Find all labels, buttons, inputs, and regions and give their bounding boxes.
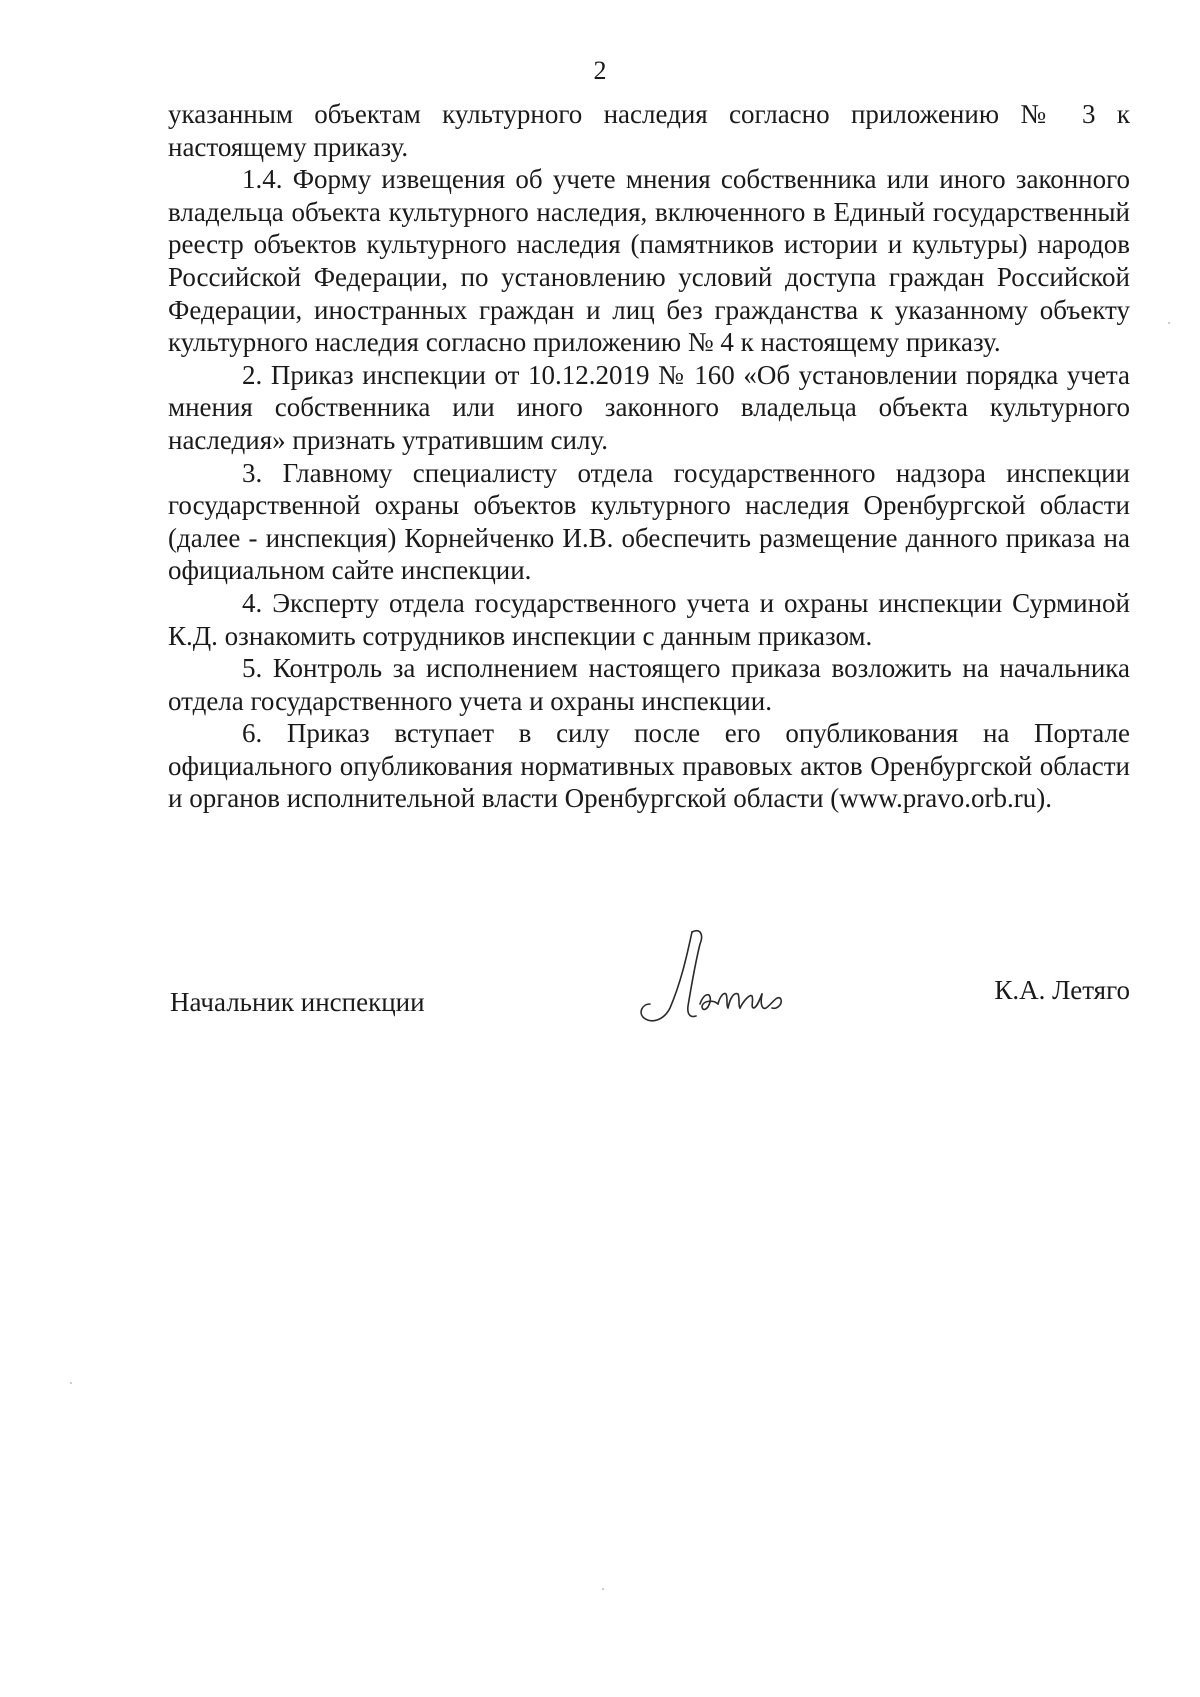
handwritten-signature [630,920,830,1040]
signer-name: К.А. Летяго [994,975,1130,1005]
scan-speck [602,1588,604,1590]
scan-speck [70,1382,72,1384]
page-number: 2 [593,56,607,85]
paragraph-item-1-4: 1.4. Форму извещения об учете мнения собственника или иного законного владельца объекта культурного наследия, включенного в Единый государственный реестр объектов культурного наследия (памятников истории и культуры) народов Российской Федерации, по установлению условий доступа граждан Российской Федерации, иностранных граждан и лиц без гражданства к указанному объекту культурного наследия согласно приложению № 4 к настоящему приказу. [168,164,1130,358]
paragraph-item-4: 4. Эксперту отдела государственного учета и охраны инспекции Сурминой К.Д. ознакомить сотрудников инспекции с данным приказом. [168,587,1130,651]
paragraph-item-5: 5. Контроль за исполнением настоящего приказа возложить на начальника отдела государственного учета и охраны инспекции. [168,653,1130,716]
paragraph-item-2: 2. Приказ инспекции от 10.12.2019 № 160 «Об установлении порядка учета мнения собственника или иного законного владельца объекта культурного наследия» признать утратившим силу. [168,359,1130,455]
scan-speck [1168,322,1170,324]
signature-block [168,920,1130,1040]
document-body [168,98,1130,815]
paragraph-item-6: 6. Приказ вступает в силу после его опубликования на Портале официального опубликования нормативных правовых актов Оренбургской области и органов исполнительной власти Оренбургской области (www.pravo.orb.ru). [168,718,1130,814]
paragraph-continuation: указанным объектам культурного наследия согласно приложению № 3 к настоящему приказу. [168,99,1130,162]
paragraph-item-3: 3. Главному специалисту отдела государственного надзора инспекции государственной охраны объектов культурного наследия Оренбургской области (далее - инспекция) Корнейченко И.В. обеспечить размещение данного приказа на официальном сайте инспекции. [168,457,1130,586]
signer-title: Начальник инспекции [170,987,425,1017]
